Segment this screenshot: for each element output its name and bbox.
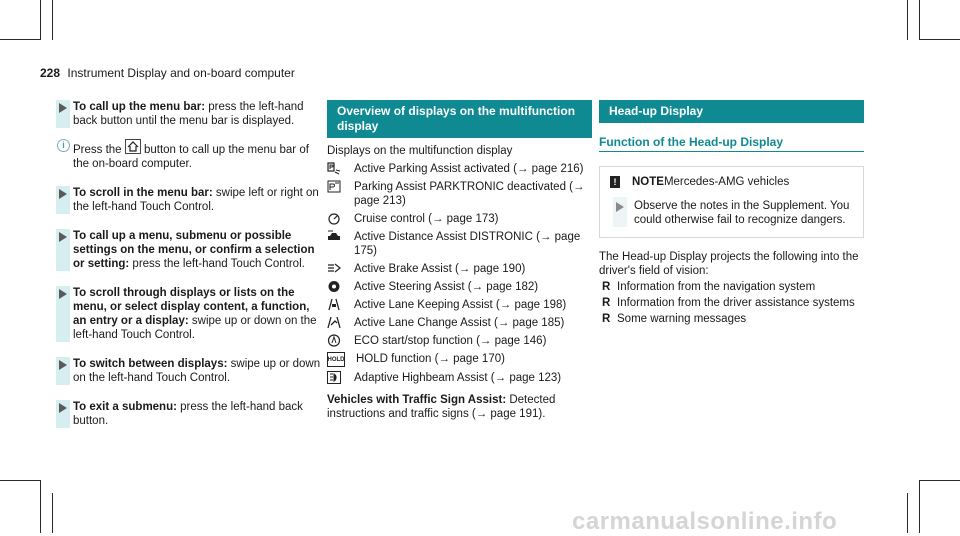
display-list-text: HOLD function (→ page 170)	[356, 353, 505, 365]
section-intro: Displays on the multifunction display	[327, 145, 513, 157]
lane-change-icon	[327, 316, 341, 329]
page-header-title: Instrument Display and on-board computer	[67, 66, 295, 80]
parking-assist-active-icon	[327, 162, 341, 175]
display-list-text: Active Steering Assist (→ page 182)	[354, 281, 539, 293]
display-list-item	[327, 180, 592, 208]
displays-overview-column	[327, 100, 592, 421]
step-arrow-icon	[59, 360, 67, 370]
display-list-item	[327, 230, 592, 258]
section-heading: Overview of displays on the multifunction display	[327, 100, 592, 138]
crop-mark	[40, 480, 41, 533]
step-arrow-icon	[59, 189, 67, 199]
step-arrow-icon	[59, 289, 67, 299]
steering-assist-icon	[327, 280, 341, 293]
crop-mark	[919, 39, 960, 40]
instruction-step: To switch between displays: swipe up or down on the left-hand Touch Control.	[56, 357, 326, 385]
instruction-step: To scroll in the menu bar: swipe left or right on the left-hand Touch Control.	[56, 186, 326, 214]
step-arrow-icon	[616, 202, 624, 212]
list-item: R Information from the navigation system	[602, 281, 816, 293]
hold-icon: HOLD	[327, 352, 345, 367]
display-list-text: Active Distance Assist DISTRONIC (→ page 175)	[354, 231, 581, 257]
display-list-item	[327, 212, 592, 226]
display-list-item	[327, 298, 592, 312]
info-note: i Press the button to call up the menu bar of the on-board computer.	[56, 139, 326, 171]
display-list-item	[327, 262, 592, 276]
section-heading: Head-up Display	[599, 100, 864, 123]
display-list-text: Active Lane Change Assist (→ page 185)	[354, 317, 565, 329]
lane-keeping-icon	[327, 298, 341, 311]
distance-assist-icon	[327, 230, 341, 243]
crop-mark	[0, 39, 40, 40]
instruction-step: To exit a submenu: press the left-hand back button.	[56, 400, 326, 428]
display-list-item	[327, 162, 592, 176]
display-list-text: Active Brake Assist (→ page 190)	[354, 263, 526, 275]
crop-mark	[919, 0, 920, 40]
crop-mark	[907, 0, 908, 40]
crop-mark	[919, 480, 960, 481]
note-box: ! NOTE Mercedes-AMG vehicles Observe the notes in the Supplement. You could otherwise fail to recognize dangers.	[599, 166, 864, 238]
display-list-text: Parking Assist PARKTRONIC deactivated (→ page 213)	[354, 181, 585, 207]
instruction-step: To call up a menu, submenu or possible settings on the menu, or confirm a selection or setting: press the left-hand Touch Control.	[56, 229, 326, 271]
note-label: NOTE	[632, 176, 664, 188]
subsection-heading: Function of the Head-up Display	[599, 135, 864, 152]
crop-mark	[52, 493, 53, 533]
parktronic-off-icon	[327, 180, 341, 193]
display-list-text: Adaptive Highbeam Assist (→ page 123)	[354, 372, 562, 384]
display-list-text: Active Lane Keeping Assist (→ page 198)	[354, 299, 567, 311]
exclamation-icon: !	[610, 176, 620, 188]
head-up-display-column	[599, 100, 864, 326]
display-list-text: ECO start/stop function (→ page 146)	[354, 335, 547, 347]
instructions-column	[56, 100, 326, 443]
crop-mark	[0, 480, 40, 481]
display-list-item	[327, 352, 592, 367]
watermark: carmanualsonline.info	[572, 508, 838, 535]
display-list	[327, 162, 592, 385]
step-arrow-icon	[59, 403, 67, 413]
eco-start-stop-icon	[327, 334, 341, 347]
display-list-text: Cruise control (→ page 173)	[354, 213, 499, 225]
crop-mark	[919, 480, 920, 533]
display-list-item	[327, 334, 592, 348]
instruction-step: To scroll through displays or lists on the menu, or select display content, a function, an entry or a display: swipe up or down on the left-hand Touch Control.	[56, 286, 326, 342]
traffic-sign-note: Vehicles with Traffic Sign Assist: Detected instructions and traffic signs (→ page 191).	[327, 394, 556, 420]
warning-step: Observe the notes in the Supplement. You could otherwise fail to recognize dangers.	[610, 199, 853, 227]
crop-mark	[52, 0, 53, 40]
page-header	[40, 66, 295, 80]
brake-assist-icon	[327, 262, 341, 275]
crop-mark	[907, 493, 908, 533]
cruise-control-icon	[327, 212, 341, 225]
display-list-item	[327, 371, 592, 385]
highbeam-icon	[327, 371, 341, 384]
info-icon: i	[57, 139, 70, 152]
list-item: R Information from the driver assistance systems	[602, 297, 855, 309]
display-list-text: Active Parking Assist activated (→ page 216)	[354, 163, 584, 175]
step-arrow-icon	[59, 232, 67, 242]
step-arrow-icon	[59, 103, 67, 113]
hud-intro: The Head-up Display projects the following into the driver's field of vision:	[599, 251, 859, 277]
instruction-step: To call up the menu bar: press the left-hand back button until the menu bar is displayed.	[56, 100, 326, 128]
display-list-item	[327, 316, 592, 330]
crop-mark	[40, 0, 41, 40]
page-number: 228	[40, 66, 61, 80]
home-icon	[125, 139, 141, 154]
list-item: R Some warning messages	[602, 313, 747, 325]
display-list-item	[327, 280, 592, 294]
